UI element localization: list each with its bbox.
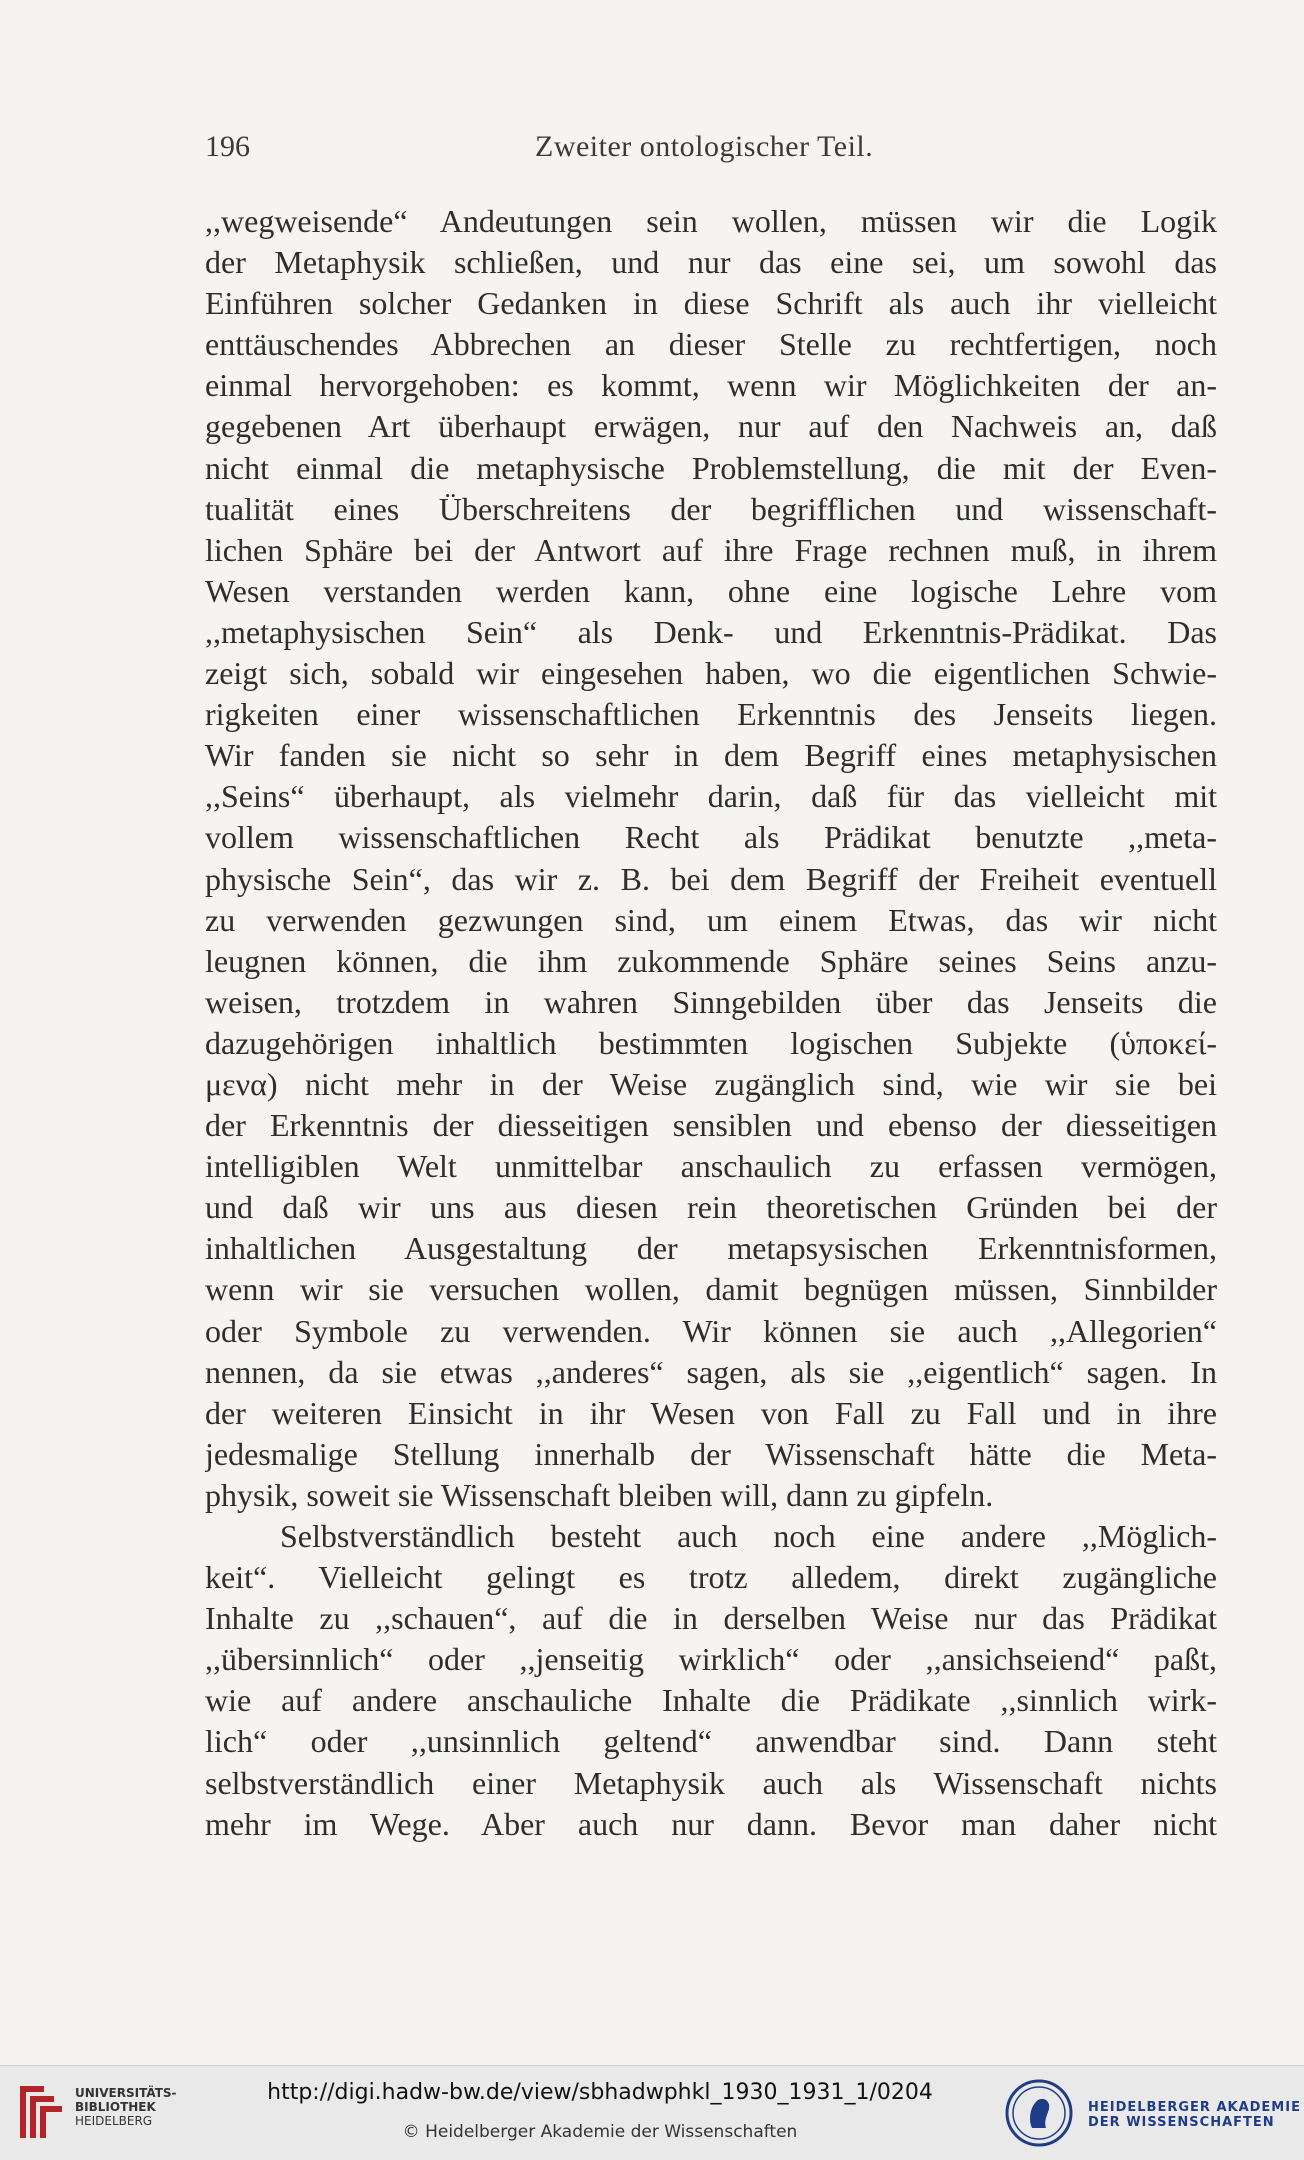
copyright-notice: © Heidelberger Akademie der Wissenschaften xyxy=(402,2122,798,2142)
university-library-name[interactable] xyxy=(75,2086,177,2128)
text-line: zeigt sich, sobald wir eingesehen haben, wo die eigentlichen Schwie- xyxy=(205,655,1217,692)
text-line: lichen Sphäre bei der Antwort auf ihre Frage rechnen muß, in ihrem xyxy=(205,531,1217,568)
text-line: ,,wegweisende“ Andeutungen sein wollen, müssen wir die Logik xyxy=(205,203,1217,239)
text-line: inhaltlichen Ausgestaltung der metapsysischen Erkenntnisformen, xyxy=(205,1230,1217,1267)
text-line: einmal hervorgehoben: es kommt, wenn wir Möglichkeiten der an- xyxy=(205,367,1217,404)
text-line: ,,metaphysischen Sein“ als Denk- und Erkenntnis-Prädikat. Das xyxy=(205,613,1217,650)
text-line: wie auf andere anschauliche Inhalte die Prädikate ,,sinnlich wirk- xyxy=(205,1682,1217,1719)
text-line: tualität eines Überschreitens der begrifflichen und wissenschaft- xyxy=(205,490,1217,527)
text-line: μενα) nicht mehr in der Weise zugänglich sind, wie wir sie bei xyxy=(205,1065,1217,1102)
text-line: Selbstverständlich besteht auch noch eine andere ,,Möglich- xyxy=(280,1518,1217,1554)
text-line: Wir fanden sie nicht so sehr in dem Begriff eines metaphysischen xyxy=(205,737,1217,774)
text-line: ,,übersinnlich“ oder ,,jenseitig wirklich“ oder ,,ansichseiend“ paßt, xyxy=(205,1641,1217,1678)
text-line: der weiteren Einsicht in ihr Wesen von Fall zu Fall und in ihre xyxy=(205,1394,1217,1431)
text-line: intelligiblen Welt unmittelbar anschaulich zu erfassen vermögen, xyxy=(205,1148,1217,1185)
viewer-footer xyxy=(0,2065,1304,2160)
text-line: nicht einmal die metaphysische Problemstellung, die mit der Even- xyxy=(205,449,1217,486)
text-line: ,,Seins“ überhaupt, als vielmehr darin, daß für das vielleicht mit xyxy=(205,778,1217,815)
text-line: zu verwenden gezwungen sind, um einem Etwas, das wir nicht xyxy=(205,901,1217,938)
text-line: jedesmalige Stellung innerhalb der Wissenschaft hätte die Meta- xyxy=(205,1435,1217,1472)
text-line: Inhalte zu ,,schauen“, auf die in derselben Weise nur das Prädikat xyxy=(205,1600,1217,1637)
text-line: der Erkenntnis der diesseitigen sensiblen und ebenso der diesseitigen xyxy=(205,1107,1217,1144)
text-line: mehr im Wege. Aber auch nur dann. Bevor man daher nicht xyxy=(205,1805,1217,1842)
academy-name[interactable] xyxy=(1088,2100,1301,2130)
text-line: enttäuschendes Abbrechen an dieser Stelle zu rechtfertigen, noch xyxy=(205,326,1217,363)
running-header xyxy=(205,130,1225,170)
text-line: lich“ oder ,,unsinnlich geltend“ anwendbar sind. Dann steht xyxy=(205,1723,1217,1760)
library-city: HEIDELBERG xyxy=(75,2114,153,2128)
body-text xyxy=(205,201,1217,1845)
permalink-url[interactable]: http://digi.hadw-bw.de/view/sbhadwphkl_1930_1931_1/0204 xyxy=(267,2080,933,2105)
text-line: gegebenen Art überhaupt erwägen, nur auf den Nachweis an, daß xyxy=(205,408,1217,445)
library-name-line2: BIBLIOTHEK xyxy=(75,2100,156,2114)
text-line: keit“. Vielleicht gelingt es trotz alledem, direkt zugängliche xyxy=(205,1559,1217,1596)
text-line: Einführen solcher Gedanken in diese Schrift als auch ihr vielleicht xyxy=(205,285,1217,322)
text-line: dazugehörigen inhaltlich bestimmten logischen Subjekte (ὑποκεί- xyxy=(205,1024,1217,1061)
text-line: vollem wissenschaftlichen Recht als Prädikat benutzte ,,meta- xyxy=(205,819,1217,856)
university-library-logo-icon[interactable] xyxy=(14,2080,66,2144)
text-line: selbstverständlich einer Metaphysik auch als Wissenschaft nichts xyxy=(205,1764,1217,1801)
text-line: wenn wir sie versuchen wollen, damit begnügen müssen, Sinnbilder xyxy=(205,1271,1217,1308)
library-name-line1: UNIVERSITÄTS- xyxy=(75,2086,177,2100)
text-line: oder Symbole zu verwenden. Wir können sie auch ,,Allegorien“ xyxy=(205,1312,1217,1349)
text-line: weisen, trotzdem in wahren Sinngebilden über das Jenseits die xyxy=(205,983,1217,1020)
text-line: physische Sein“, das wir z. B. bei dem Begriff der Freiheit eventuell xyxy=(205,860,1217,897)
text-line: der Metaphysik schließen, und nur das eine sei, um sowohl das xyxy=(205,244,1217,281)
page-number: 196 xyxy=(205,130,250,163)
text-line: physik, soweit sie Wissenschaft bleiben will, dann zu gipfeln. xyxy=(205,1476,994,1513)
academy-name-line1: HEIDELBERGER AKADEMIE xyxy=(1088,2100,1301,2115)
text-line: rigkeiten einer wissenschaftlichen Erkenntnis des Jenseits liegen. xyxy=(205,696,1217,733)
running-title: Zweiter ontologischer Teil. xyxy=(535,130,874,163)
text-line: und daß wir uns aus diesen rein theoretischen Gründen bei der xyxy=(205,1189,1217,1226)
text-line: nennen, da sie etwas ,,anderes“ sagen, als sie ,,eigentlich“ sagen. In xyxy=(205,1353,1217,1390)
academy-seal-icon[interactable] xyxy=(1004,2078,1074,2148)
academy-name-line2: DER WISSENSCHAFTEN xyxy=(1088,2115,1275,2130)
text-line: Wesen verstanden werden kann, ohne eine logische Lehre vom xyxy=(205,572,1217,609)
text-line: leugnen können, die ihm zukommende Sphäre seines Seins anzu- xyxy=(205,942,1217,979)
